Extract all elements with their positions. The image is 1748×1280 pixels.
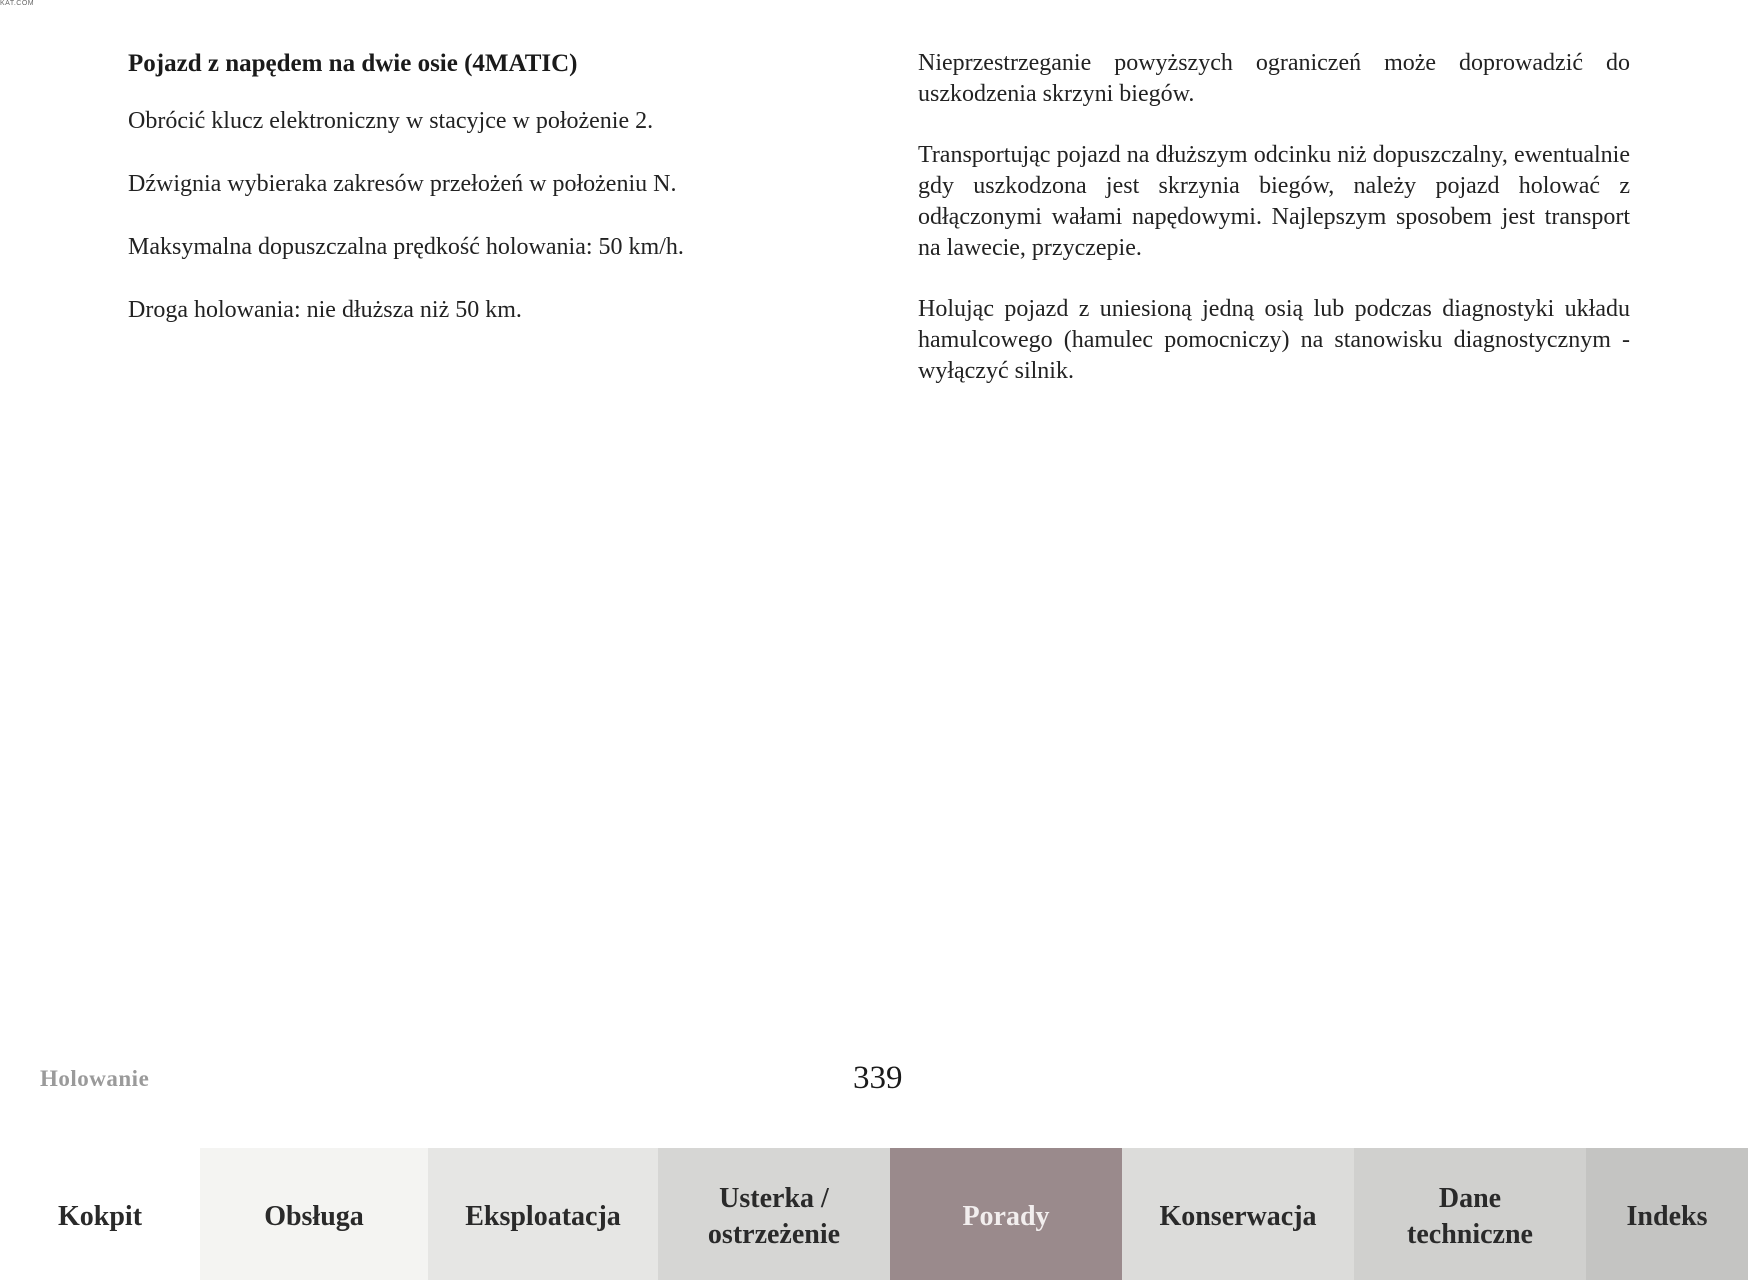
paragraph: Holując pojazd z uniesioną jedną osią lub podczas diagnostyki układu hamulcowego (hamulec pomocniczy) na stanowisku diagnostycznym - wyłączyć silnik.	[918, 296, 1630, 384]
tab-label: Eksploatacja	[465, 1201, 621, 1232]
section-heading: Pojazd z napędem na dwie osie (4MATIC)	[128, 50, 578, 77]
page-number: 339	[853, 1060, 903, 1096]
paragraph: Nieprzestrzeganie powyższych ograniczeń może doprowadzić do uszkodzenia skrzyni biegów.	[918, 50, 1630, 107]
tab-label: Obsługa	[264, 1201, 364, 1232]
running-footer-section: Holowanie	[40, 1066, 150, 1091]
right-column	[918, 48, 1630, 417]
tab-label: Konserwacja	[1159, 1201, 1317, 1232]
tab-label: Kokpit	[57, 1201, 143, 1232]
tab-label: Usterka / ostrzeżenie	[707, 1183, 841, 1250]
tab-dane-techniczne[interactable]	[1354, 1148, 1586, 1280]
tab-label: Dane techniczne	[1407, 1183, 1533, 1250]
paragraph: Transportując pojazd na dłuższym odcinku niż dopuszczalny, ewentualnie gdy uszkodzona jest skrzynia biegów, należy pojazd holować z odłączonymi wałami napędowymi. Najlepszym sposobem jest transport na lawecie, przyczepie.	[918, 142, 1630, 261]
tab-usterka-ostrzezenie[interactable]	[658, 1148, 890, 1280]
tab-konserwacja[interactable]	[1122, 1148, 1354, 1280]
chapter-tab-bar	[0, 1148, 1748, 1280]
tab-eksploatacja[interactable]	[428, 1148, 658, 1280]
watermark-text: KAT.COM	[0, 0, 35, 7]
tab-porady[interactable]	[890, 1148, 1122, 1280]
tab-label: Indeks	[1626, 1201, 1708, 1232]
instruction-line: Maksymalna dopuszczalna prędkość holowania: 50 km/h.	[128, 234, 684, 260]
instruction-line: Droga holowania: nie dłuższa niż 50 km.	[128, 297, 522, 323]
tab-obsluga[interactable]	[200, 1148, 428, 1280]
instruction-line: Obrócić klucz elektroniczny w stacyjce w położenie 2.	[128, 108, 654, 134]
tab-kokpit[interactable]	[0, 1148, 200, 1280]
left-column	[128, 48, 828, 357]
tab-label: Porady	[962, 1201, 1050, 1232]
tab-indeks[interactable]	[1586, 1148, 1748, 1280]
instruction-line: Dźwignia wybieraka zakresów przełożeń w położeniu N.	[128, 171, 677, 197]
